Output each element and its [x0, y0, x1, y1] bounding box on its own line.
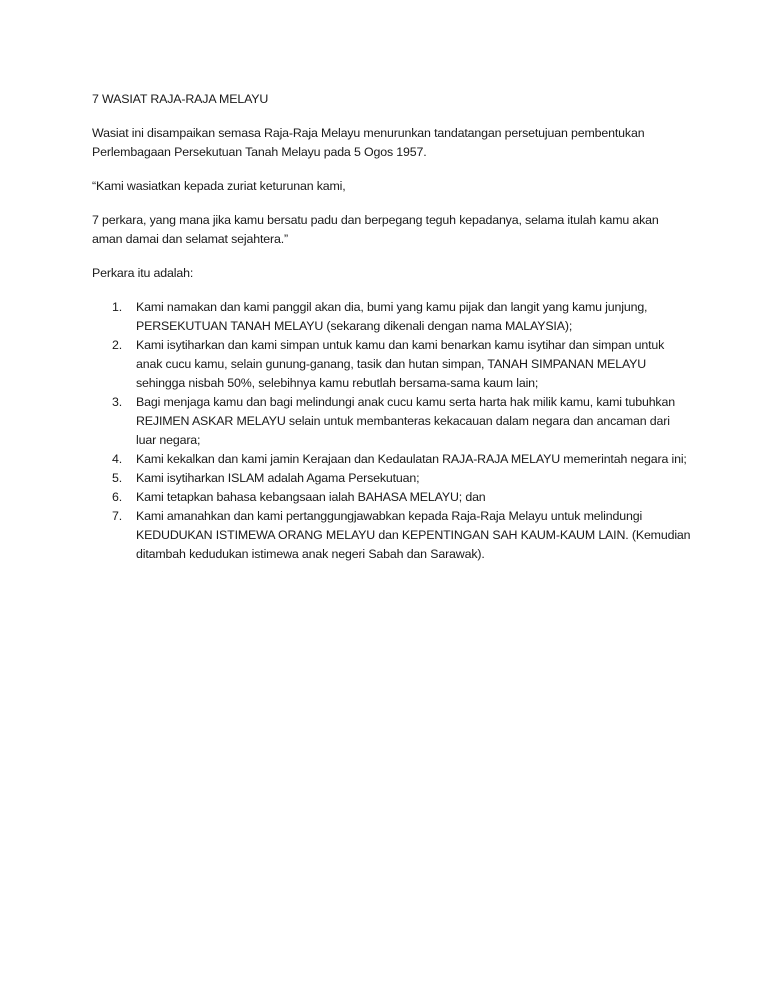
quote-body: 7 perkara, yang mana jika kamu bersatu padu dan berpegang teguh kepadanya, selama itulah kamu akan aman damai dan selamat sejahtera.”	[92, 213, 659, 246]
list-item-text: Bagi menjaga kamu dan bagi melindungi anak cucu kamu serta harta hak milik kamu, kami tubuhkan REJIMEN ASKAR MELAYU selain untuk membanteras kekacauan dalam negara dan ancaman dari luar negara;	[136, 395, 675, 447]
list-item-number: 7.	[112, 509, 123, 523]
list-item-number: 5.	[112, 471, 123, 485]
list-item-number: 2.	[112, 338, 123, 352]
list-item	[92, 450, 692, 469]
list-heading: Perkara itu adalah:	[92, 266, 194, 280]
quote-opening: “Kami wasiatkan kepada zuriat keturunan kami,	[92, 179, 346, 193]
list-item	[92, 393, 692, 450]
list-item-text: Kami kekalkan dan kami jamin Kerajaan dan Kedaulatan RAJA-RAJA MELAYU memerintah negara ini;	[136, 452, 687, 466]
wasiat-list	[92, 298, 692, 564]
list-item-text: Kami namakan dan kami panggil akan dia, bumi yang kamu pijak dan langit yang kamu junjung, PERSEKUTUAN TANAH MELAYU (sekarang dikenali dengan nama MALAYSIA);	[136, 300, 648, 333]
document-body	[92, 90, 692, 564]
list-item-number: 3.	[112, 395, 123, 409]
intro-paragraph: Wasiat ini disampaikan semasa Raja-Raja Melayu menurunkan tandatangan persetujuan pembentukan Perlembagaan Persekutuan Tanah Melayu pada 5 Ogos 1957.	[92, 126, 645, 159]
document-title: 7 WASIAT RAJA-RAJA MELAYU	[92, 92, 269, 106]
list-item-number: 6.	[112, 490, 123, 504]
list-item	[92, 507, 692, 564]
list-item	[92, 488, 692, 507]
list-item	[92, 298, 692, 336]
list-item	[92, 336, 692, 393]
list-item-text: Kami isytiharkan dan kami simpan untuk kamu dan kami benarkan kamu isytihar dan simpan untuk anak cucu kamu, selain gunung-ganang, tasik dan hutan simpan, TANAH SIMPANAN MELAYU sehingga nisbah 50%, selebihnya kamu rebutlah bersama-sama kaum lain;	[136, 338, 665, 390]
list-item-number: 4.	[112, 452, 123, 466]
list-item-text: Kami isytiharkan ISLAM adalah Agama Persekutuan;	[136, 471, 420, 485]
list-item-text: Kami amanahkan dan kami pertanggungjawabkan kepada Raja-Raja Melayu untuk melindungi KEDUDUKAN ISTIMEWA ORANG MELAYU dan KEPENTINGAN SAH KAUM-KAUM LAIN. (Kemudian ditambah kedudukan istimewa anak negeri Sabah dan Sarawak).	[136, 509, 691, 561]
list-item-number: 1.	[112, 300, 123, 314]
list-item-text: Kami tetapkan bahasa kebangsaan ialah BAHASA MELAYU; dan	[136, 490, 486, 504]
list-item	[92, 469, 692, 488]
